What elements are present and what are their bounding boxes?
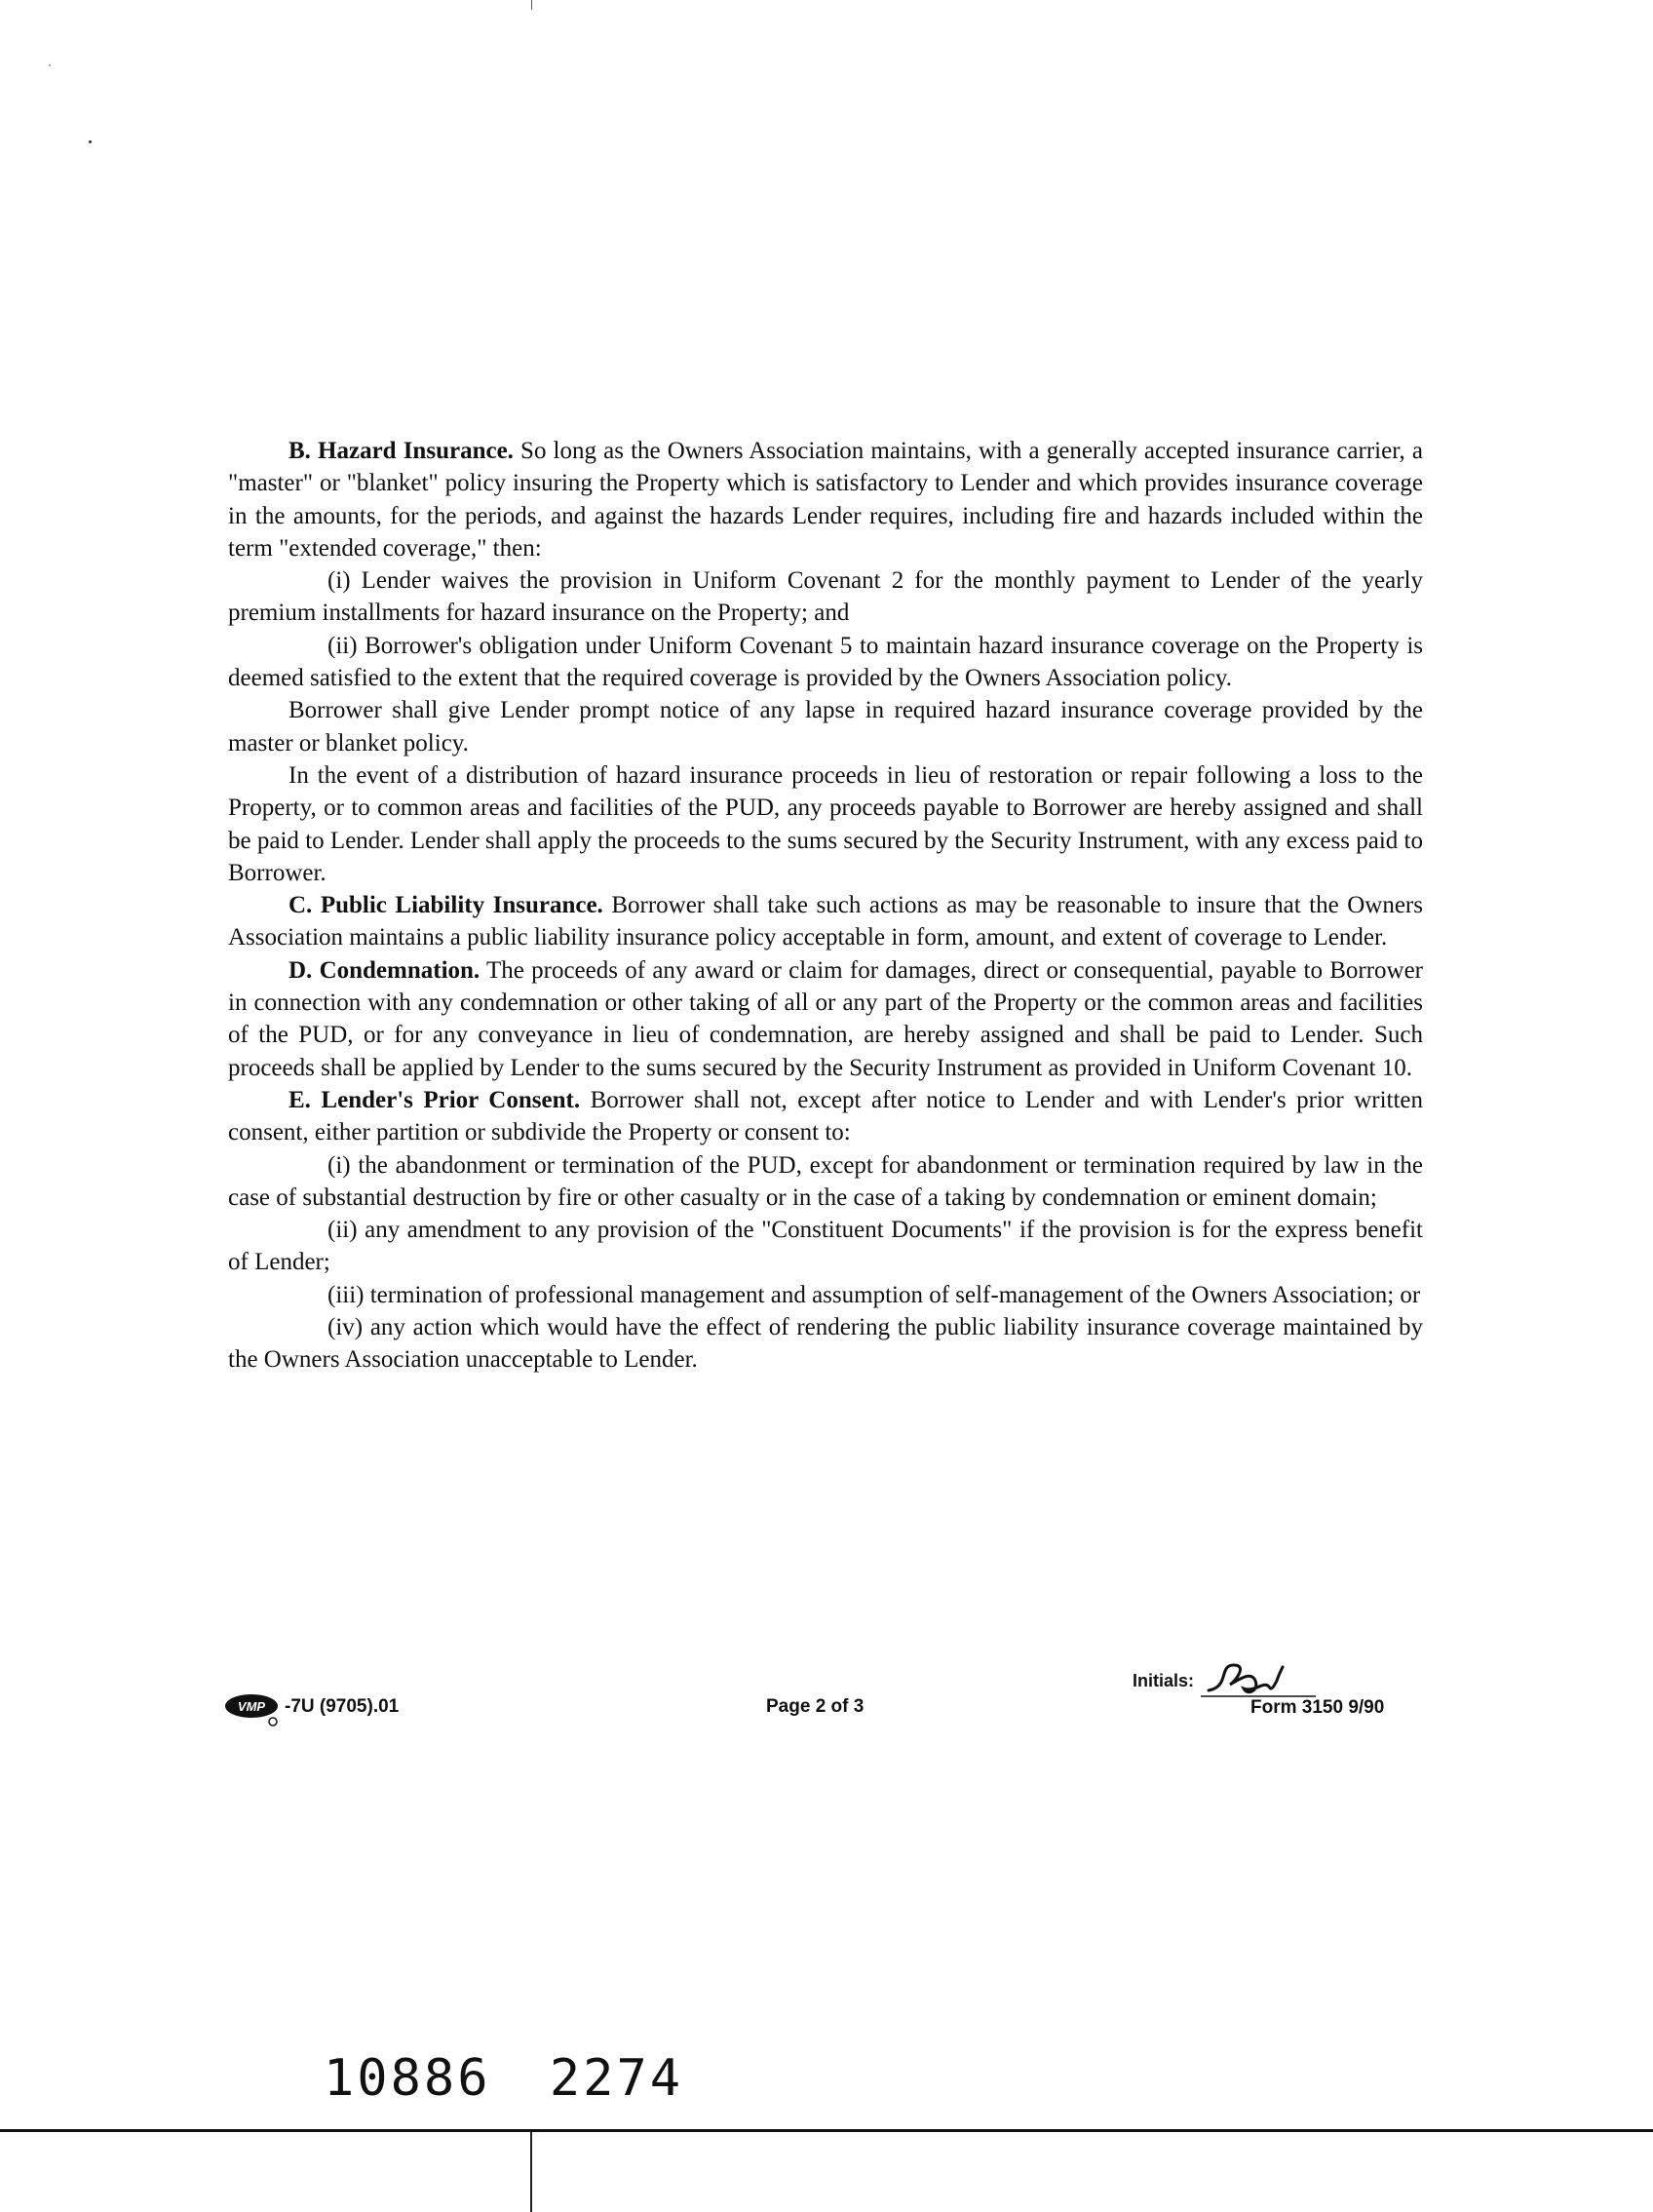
page-number: Page 2 of 3	[766, 1696, 865, 1717]
section-b-item-i: (i) Lender waives the provision in Uniform Covenant 2 for the monthly payment to Lender of the yearly premium installments for hazard insurance on the Property; and	[228, 567, 1423, 627]
section-e-item-iv: (iv) any action which would have the effect of rendering the public liability insurance coverage maintained by the Owners Association unacceptable to Lender.	[228, 1314, 1423, 1374]
section-b-intro: So long as the Owners Association maintains, with a generally accepted insurance carrier, a "master" or "blanket" policy insuring the Property which is satisfactory to Lender and which provides insurance coverage in the amounts, for the periods, and against the hazards Lender requires, including fire and hazards included within the term "extended coverage," then:	[228, 438, 1423, 562]
vmp-logo	[224, 1692, 283, 1727]
form-code: -7U (9705).01	[285, 1696, 400, 1717]
section-e-text: Borrower shall not, except after notice to Lender and with Lender's prior written consent, either partition or subdivide the Property or consent to:	[228, 1086, 1424, 1146]
form-number: Form 3150 9/90	[1250, 1697, 1385, 1718]
section-c-text: Borrower shall take such actions as may be reasonable to insure that the Owners Association maintains a public liability insurance policy acceptable in form, amount, and extent of coverage to Lender.	[228, 892, 1423, 951]
rider-body	[228, 435, 1423, 1377]
section-b-heading: B. Hazard Insurance.	[288, 438, 514, 464]
section-c-heading: C. Public Liability Insurance.	[288, 892, 603, 919]
scan-speck	[89, 140, 92, 143]
section-b-distribution: In the event of a distribution of hazard insurance proceeds in lieu of restoration or repair following a loss to the Property, or to common areas and facilities of the PUD, any proceeds payable to Borrower are hereby assigned and shall be paid to Lender. Lender shall apply the proceeds to the sums secured by the Security Instrument, with any excess paid to Borrower.	[228, 761, 1423, 886]
section-d-heading: D. Condemnation.	[288, 956, 481, 984]
section-d-paragraph	[228, 954, 1423, 1084]
section-e-item-ii: (ii) any amendment to any provision of the "Constituent Documents" if the provision is for the express benefit of Lender;	[228, 1217, 1423, 1276]
bottom-rule	[0, 2129, 1653, 2132]
document-number: 10886 2274	[324, 2049, 684, 2108]
section-b-paragraph	[228, 435, 1423, 564]
section-b-notice: Borrower shall give Lender prompt notice of any lapse in required hazard insurance coverage provided by the master or blanket policy.	[228, 697, 1423, 757]
section-d-text: The proceeds of any award or claim for damages, direct or consequential, payable to Borrower in connection with any condemnation or other taking of all or any part of the Property or the common areas and facilities of the PUD, or for any conveyance in lieu of condemnation, are hereby assigned and shall be paid to Lender. Such proceeds shall be applied by Lender to the sums secured by the Security Instrument as provided in Uniform Covenant 10.	[228, 956, 1423, 1081]
section-e-heading: E. Lender's Prior Consent.	[288, 1086, 581, 1113]
section-e-item-i: (i) the abandonment or termination of the PUD, except for abandonment or termination required by law in the case of substantial destruction by fire or other casualty or in the case of a taking by condemnation or eminent domain;	[228, 1151, 1423, 1211]
vmp-logo-text: VMP	[237, 1699, 266, 1714]
section-c-paragraph	[228, 889, 1423, 954]
initials-label: Initials:	[1133, 1671, 1195, 1690]
bottom-scan-mark	[530, 2131, 532, 2212]
section-e-paragraph	[228, 1084, 1423, 1149]
scan-mark-top	[531, 0, 532, 10]
scan-speck	[49, 64, 51, 66]
section-e-item-iii: (iii) termination of professional management and assumption of self-management of the Owners Association; or	[327, 1281, 1421, 1308]
section-b-item-ii: (ii) Borrower's obligation under Uniform Covenant 5 to maintain hazard insurance coverage on the Property is deemed satisfied to the extent that the required coverage is provided by the Owners Association policy.	[228, 632, 1423, 692]
